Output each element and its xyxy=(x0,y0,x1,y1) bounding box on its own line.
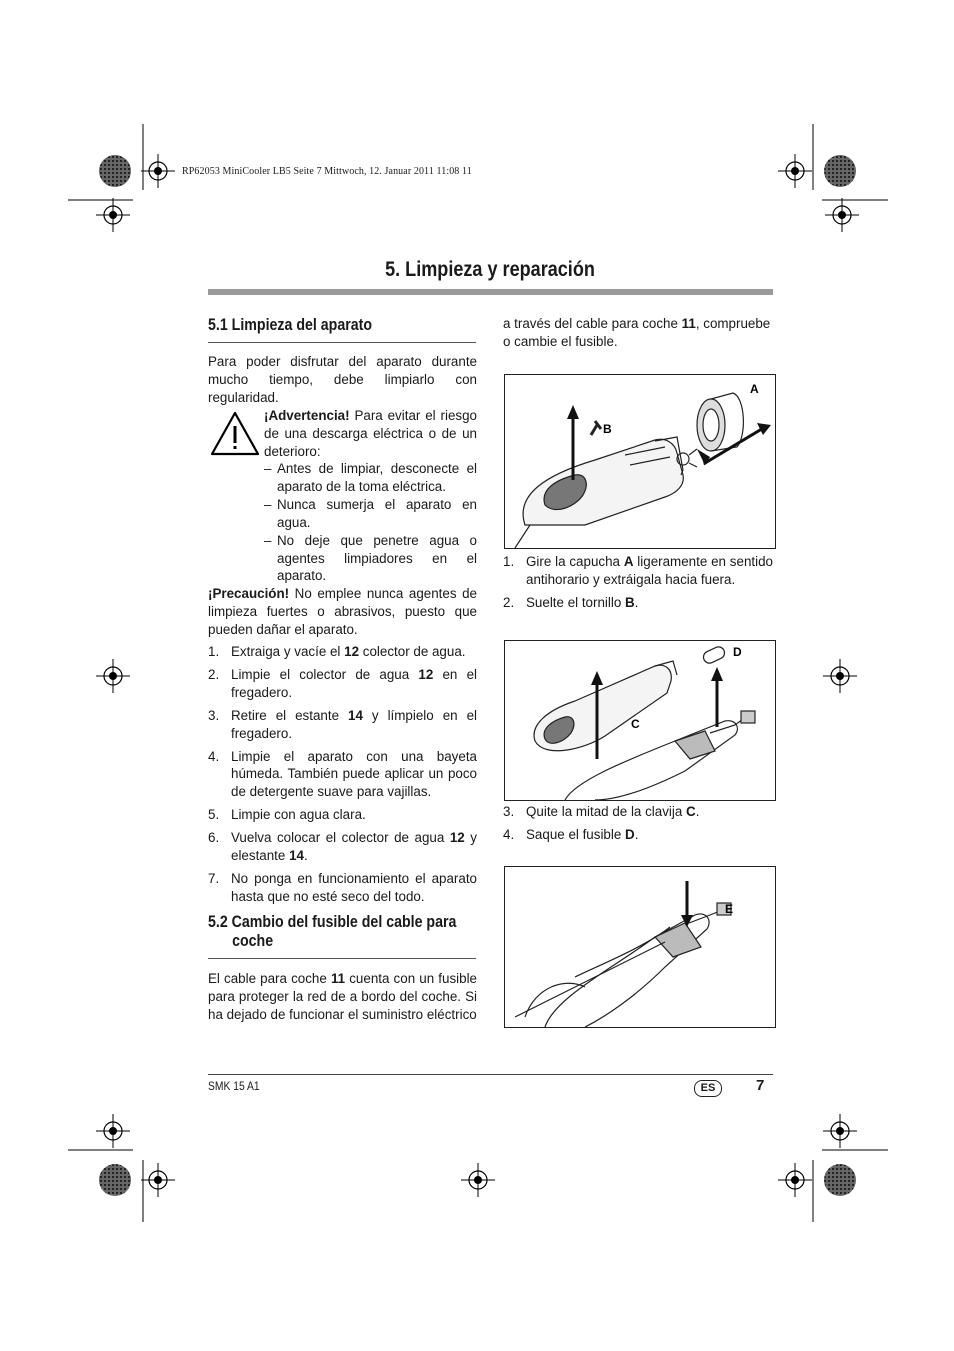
warning-text: Para evitar el riesgo de una descarga eléctrica o de un deterioro: xyxy=(264,408,477,459)
model-number: SMK 15 A1 xyxy=(208,1079,260,1093)
figure-label-c: C xyxy=(631,717,640,731)
figure-plug-open xyxy=(504,640,776,801)
warning-item: – Nunca sumerja el aparato en agua. xyxy=(264,496,477,532)
caution-paragraph xyxy=(208,585,477,639)
chapter-title: 5. Limpieza y reparación xyxy=(385,258,595,281)
figure-label-b: B xyxy=(603,422,612,436)
list-item: 4. Limpie el aparato con una bayeta húmeda. También puede aplicar un poco de detergente suave para vajillas. xyxy=(208,748,477,800)
car-plug-fuse-illustration xyxy=(505,867,775,1027)
section-rule xyxy=(208,958,476,959)
caution-text: No emplee nunca agentes de limpieza fuertes o abrasivos, puesto que pueden dañar el aparato. xyxy=(208,586,477,637)
car-plug-illustration xyxy=(505,375,775,548)
language-badge: ES xyxy=(694,1080,722,1097)
list-item: 3. Retire el estante 14 y límpielo en el fregadero. xyxy=(208,707,477,741)
list-item: 4. Saque el fusible D. xyxy=(503,826,639,842)
color-wheel-icon xyxy=(824,1164,856,1196)
list-item: 2. Suelte el tornillo B. xyxy=(503,594,639,610)
list-item: 2. Limpie el colector de agua 12 en el fregadero. xyxy=(208,666,477,700)
page-number: 7 xyxy=(756,1077,765,1094)
list-item: 5. Limpie con agua clara. xyxy=(208,807,366,823)
warning-list xyxy=(264,460,477,585)
figure-label-a: A xyxy=(750,382,759,396)
list-item: 3. Quite la mitad de la clavija C. xyxy=(503,804,700,819)
fuse-paragraph: El cable para coche 11 cuenta con un fusible para proteger la red de a bordo del coche. Si ha dejado de funcionar el suministro eléctrico xyxy=(208,971,477,1022)
intro-paragraph: Para poder disfrutar del aparato durante mucho tiempo, debe limpiarlo con regularidad. xyxy=(208,354,477,405)
list-item: 1. Extraiga y vacíe el 12 colector de agua. xyxy=(208,644,466,659)
list-item: 1. Gire la capucha A ligeramente en sentido antihorario y extráigala hacia fuera. xyxy=(503,554,773,587)
fuse-paragraph-continued: a través del cable para coche 11, compruebe o cambie el fusible. xyxy=(503,316,771,349)
warning-paragraph xyxy=(264,407,477,461)
figure-label-e: E xyxy=(725,902,734,916)
car-plug-open-illustration xyxy=(505,641,775,800)
caution-label: ¡Precaución! xyxy=(208,586,290,601)
footer-rule xyxy=(208,1074,773,1075)
color-wheel-icon xyxy=(824,155,856,187)
color-wheel-icon xyxy=(99,155,131,187)
warning-icon xyxy=(210,410,260,456)
section-rule xyxy=(208,342,476,343)
figure-label-d: D xyxy=(733,645,742,659)
print-info: RP62053 MiniCooler LB5 Seite 7 Mittwoch, 12. Januar 2011 11:08 11 xyxy=(182,166,472,177)
fuse-steps-1 xyxy=(503,553,773,612)
cleaning-steps xyxy=(208,643,477,906)
warning-item: – Antes de limpiar, desconecte el aparato de la toma eléctrica. xyxy=(264,460,477,496)
figure-plug-cap xyxy=(504,374,776,549)
warning-label: ¡Advertencia! xyxy=(264,408,350,423)
list-item: 7. No ponga en funcionamiento el aparato hasta que no esté seco del todo. xyxy=(208,870,477,904)
list-item: 6. Vuelva colocar el colector de agua 12 y elestante 14. xyxy=(208,830,477,864)
chapter-rule xyxy=(208,289,773,295)
warning-item: – No deje que penetre agua o agentes limpiadores en el aparato. xyxy=(264,532,477,586)
color-wheel-icon xyxy=(99,1164,131,1196)
fuse-steps-2 xyxy=(503,803,773,844)
section-heading-cleaning: 5.1 Limpieza del aparato xyxy=(208,316,373,334)
section-heading-fuse: 5.2 Cambio del fusible del cable para coche xyxy=(208,913,457,950)
figure-fuse-insert xyxy=(504,866,776,1028)
